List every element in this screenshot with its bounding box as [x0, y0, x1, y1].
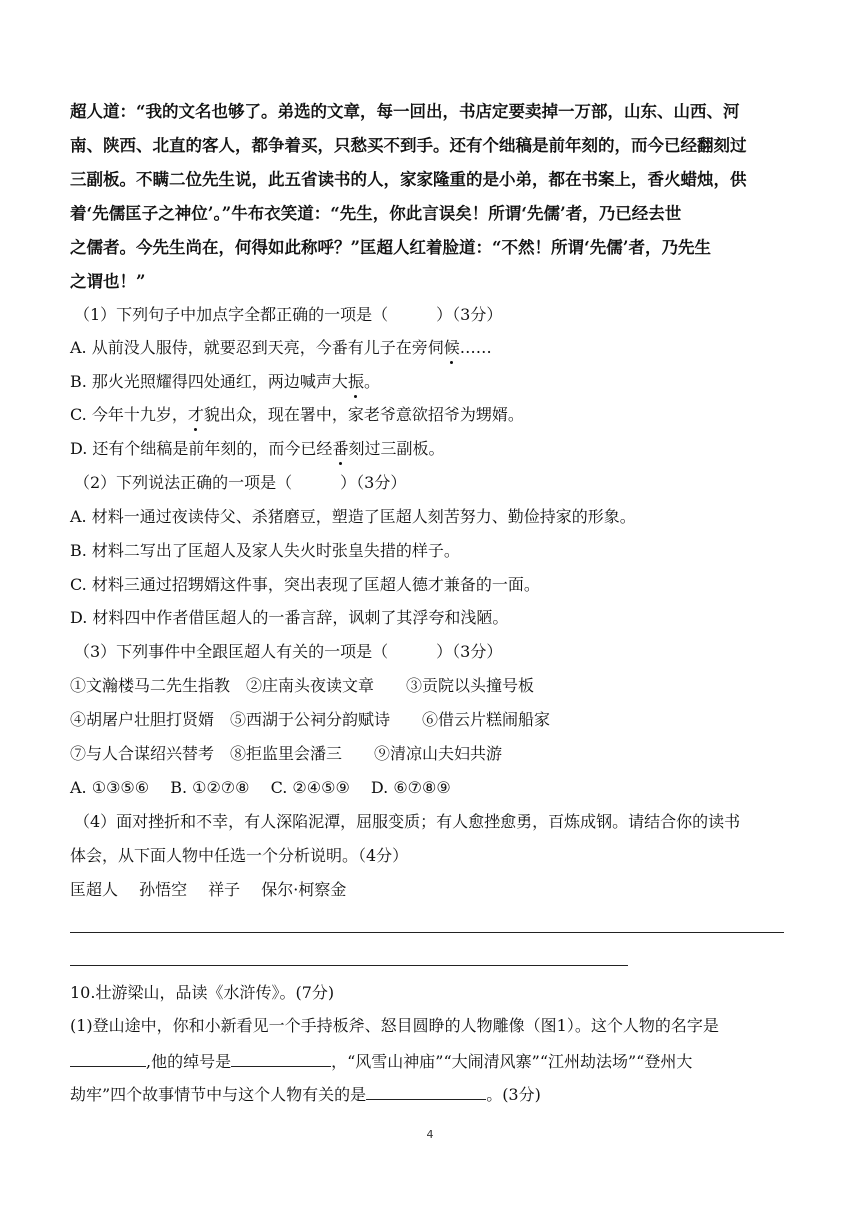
question-10-title: 10.壮游梁山，品读《水浒传》。(7分): [70, 983, 335, 1002]
q1-option-b-text: B. 那火光照耀得四处通红，两边喊声大: [70, 372, 348, 391]
answer-blank: [366, 1082, 486, 1100]
q3-options: A. ①③⑤⑥ B. ①②⑦⑧ C. ②④⑤⑨ D. ⑥⑦⑧⑨: [70, 778, 451, 797]
q1-option-b: [70, 371, 380, 393]
emphasis-dot-char: 才: [187, 405, 204, 424]
q1-option-a-text: A. 从前没人服侍，就要忍到天亮，今番有儿子在旁伺: [70, 338, 444, 357]
q3-events-row: ④胡屠户壮胆打贤婿 ⑤西湖于公祠分韵赋诗 ⑥借云片糕闹船家: [70, 710, 551, 729]
passage-line: 之谓也！”: [70, 272, 146, 291]
q1-option-d: [70, 438, 444, 460]
answer-blank: [231, 1049, 331, 1067]
emphasis-dot-char: 振: [347, 372, 364, 391]
question-2-stem: （2）下列说法正确的一项是（ ）（3分）: [74, 473, 407, 492]
q1-option-c: [70, 404, 524, 426]
passage-line: 三副板。不瞒二位先生说，此五省读书的人，家家隆重的是小弟，都在书案上，香火蜡烛，供: [70, 170, 747, 189]
q2-option-d: D. 材料四中作者借匡超人的一番言辞，讽刺了其浮夸和浅陋。: [70, 608, 509, 627]
emphasis-dot-char: 番: [332, 439, 349, 458]
q10-text: 。(3分): [486, 1085, 541, 1104]
q10-text: 劫牢”四个故事情节中与这个人物有关的是: [70, 1085, 367, 1104]
answer-line: [70, 932, 784, 933]
q1-option-a-tail: ……: [459, 338, 492, 357]
question-1-stem: （1）下列句子中加点字全都正确的一项是（ ）（3分）: [74, 305, 503, 324]
q10-text: ,他的绰号是: [146, 1052, 232, 1071]
q1-option-c-text: C. 今年十九岁，: [70, 405, 188, 424]
passage-line: 之儒者。今先生尚在，何得如此称呼？”匡超人红着脸道：“不然！所谓‘先儒’者，乃先生: [70, 238, 711, 257]
q1-option-d-tail: 刻过三副板。: [348, 439, 445, 458]
q3-events-row: ⑦与人合谋绍兴替考 ⑧拒监里会潘三 ⑨清凉山夫妇共游: [70, 744, 503, 763]
q3-events-row: ①文瀚楼马二先生指教 ②庄南头夜读文章 ③贡院以头撞号板: [70, 676, 535, 695]
q10-part1-line: (1)登山途中，你和小新看见一个手持板斧、怒目圆睁的人物雕像（图1）。这个人物的名字是: [70, 1016, 719, 1035]
question-3-stem: （3）下列事件中全跟匡超人有关的一项是（ ）（3分）: [74, 642, 503, 661]
q10-part1-line: [70, 1049, 692, 1073]
question-4-stem-cont: 体会，从下面人物中任选一个分析说明。（4分）: [70, 846, 409, 865]
q10-part1-line: [70, 1082, 541, 1106]
passage-line: 南、陕西、北直的客人，都争着买，只愁买不到手。还有个绌稿是前年刻的，而今已经翻刻过: [70, 136, 747, 155]
q4-character-list: 匡超人 孙悟空 祥子 保尔·柯察金: [70, 880, 347, 899]
emphasis-dot-char: 候: [443, 338, 460, 357]
page-number: 4: [426, 1128, 434, 1141]
passage-line: 超人道：“我的文名也够了。弟选的文章，每一回出，书店定要卖掉一万部，山东、山西、河: [70, 102, 740, 121]
q2-option-c: C. 材料三通过招甥婿这件事，突出表现了匡超人德才兼备的一面。: [70, 575, 540, 594]
q2-option-b: B. 材料二写出了匡超人及家人失火时张皇失措的样子。: [70, 541, 460, 560]
q1-option-d-text: D. 还有个绌稿是前年刻的，而今已经: [70, 439, 333, 458]
q10-text: ，“风雪山神庙”“大闹清风寨”“江州劫法场”“登州大: [331, 1052, 693, 1071]
q2-option-a: A. 材料一通过夜读侍父、杀猪磨豆，塑造了匡超人刻苦努力、勤俭持家的形象。: [70, 507, 636, 526]
q1-option-b-tail: 。: [363, 372, 380, 391]
answer-line: [70, 965, 628, 966]
passage-line: 着‘先儒匡子之神位’。”牛布衣笑道：“先生，你此言误矣！所谓‘先儒’者，乃已经去世: [70, 204, 682, 223]
q1-option-a: [70, 337, 492, 359]
q1-option-c-tail: 貌出众，现在署中，家老爷意欲招爷为甥婿。: [203, 405, 524, 424]
answer-blank: [70, 1049, 146, 1067]
question-4-stem: （4）面对挫折和不幸，有人深陷泥潭，屈服变质；有人愈挫愈勇，百炼成钢。请结合你的读书: [74, 812, 741, 831]
